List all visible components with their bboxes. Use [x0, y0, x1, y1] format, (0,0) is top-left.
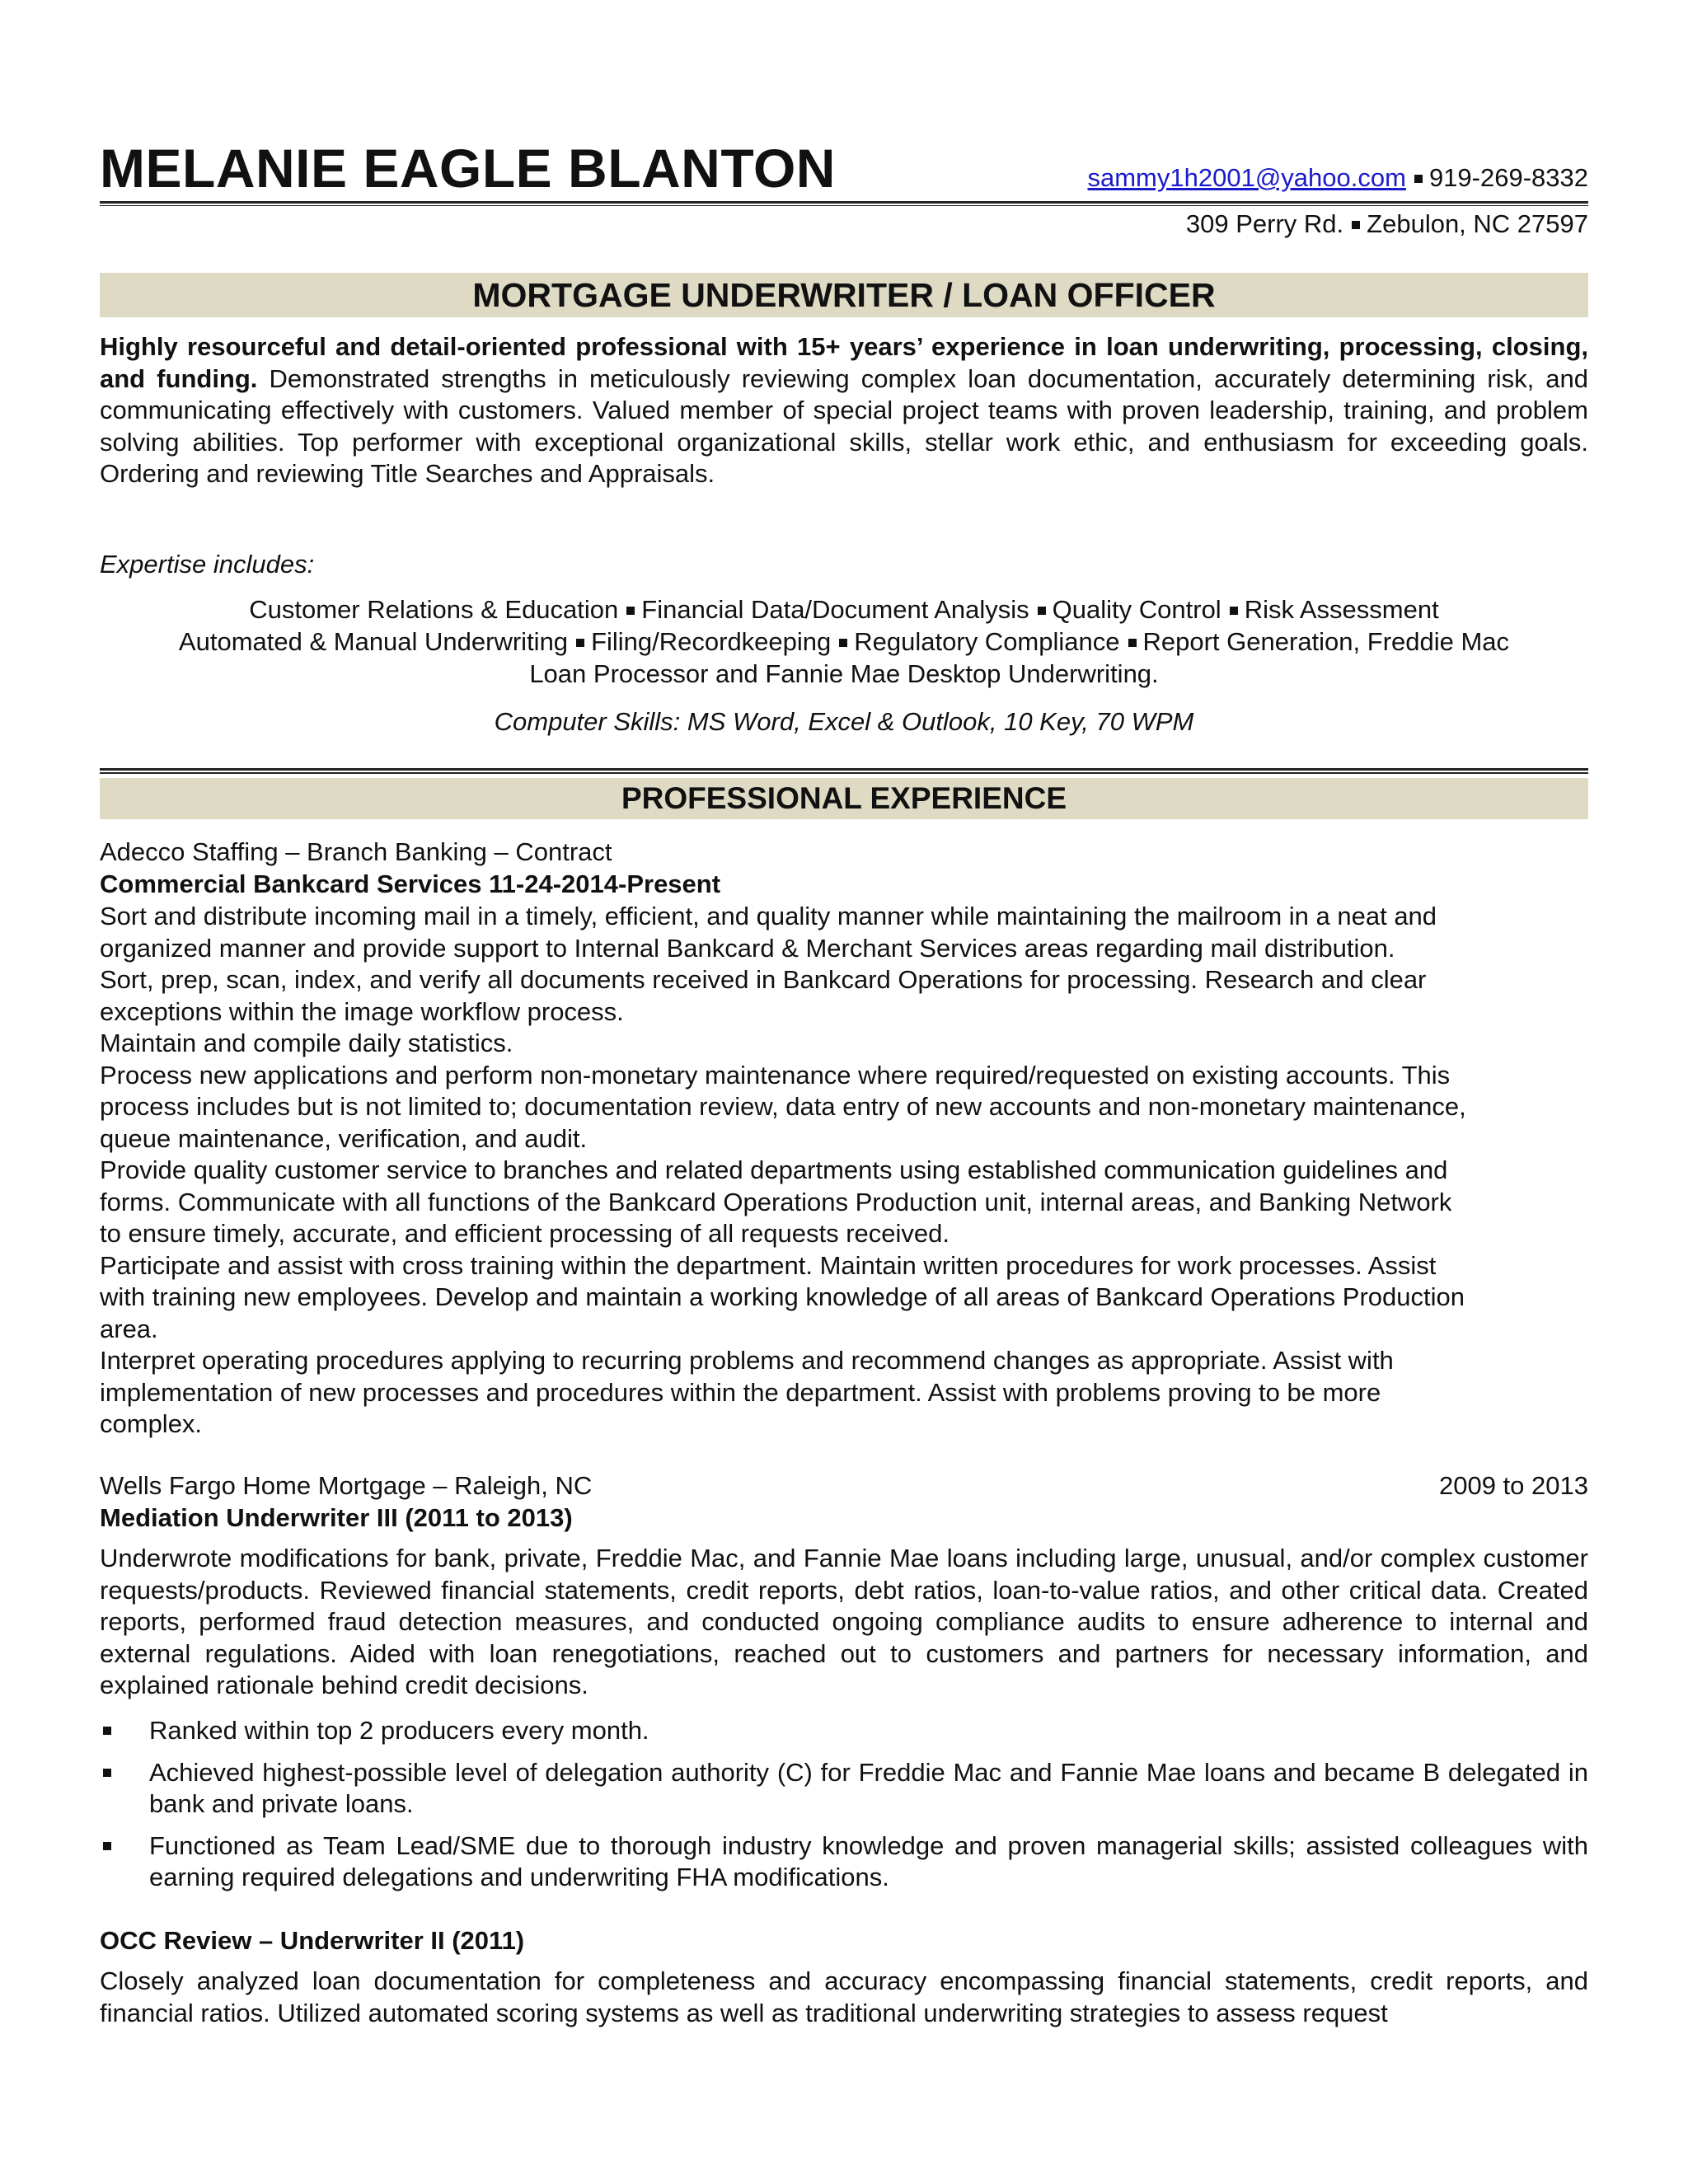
email-link[interactable]: sammy1h2001@yahoo.com: [1087, 163, 1406, 192]
expertise-line-2: [100, 626, 1588, 658]
description-line: Participate and assist with cross training within the department. Maintain written procedures for work processes. Assist: [100, 1250, 1437, 1280]
description-line: with training new employees. Develop and maintain a working knowledge of all areas of Bankcard Operations Production: [100, 1282, 1465, 1311]
description-line: implementation of new processes and procedures within the department. Assist with problems proving to be more: [100, 1377, 1381, 1407]
job2-employer: Wells Fargo Home Mortgage – Raleigh, NC: [100, 1471, 593, 1500]
city-state-zip: Zebulon, NC 27597: [1367, 209, 1588, 238]
square-bullet-icon: [1038, 607, 1046, 615]
description-line: process includes but is not limited to; documentation review, data entry of new accounts and non-monetary maintenance,: [100, 1092, 1466, 1121]
expertise-item: Report Generation, Freddie Mac: [1142, 627, 1510, 656]
description-line: complex.: [100, 1409, 203, 1438]
candidate-name: MELANIE EAGLE BLANTON: [100, 138, 836, 199]
expertise-item: Automated & Manual Underwriting: [178, 627, 569, 656]
street-address: 309 Perry Rd.: [1185, 209, 1344, 238]
expertise-item: Quality Control: [1052, 595, 1221, 624]
job1-employer: Adecco Staffing – Branch Banking – Contract: [100, 837, 612, 866]
job3-title: OCC Review – Underwriter II (2011): [100, 1926, 525, 1955]
square-bullet-icon: [1230, 607, 1238, 615]
list-item: Functioned as Team Lead/SME due to thorough industry knowledge and proven managerial skills; assisted colleagues with earning required delegations and underwriting FHA modifications.: [100, 1830, 1588, 1894]
description-line: Provide quality customer service to branches and related departments using established communication guidelines and: [100, 1155, 1448, 1184]
computer-skills: Computer Skills: MS Word, Excel & Outlook, 10 Key, 70 WPM: [494, 707, 1194, 736]
header-rule: [100, 201, 1588, 206]
expertise-line-1: [100, 594, 1588, 626]
expertise-label: Expertise includes:: [100, 550, 315, 579]
expertise-line-3: Loan Processor and Fannie Mae Desktop Underwriting.: [529, 659, 1159, 688]
description-line: queue maintenance, verification, and audit.: [100, 1123, 588, 1153]
square-bullet-icon: [103, 1842, 111, 1850]
description-line: Sort and distribute incoming mail in a timely, efficient, and quality manner while maintaining the mailroom in a neat and: [100, 902, 1437, 930]
square-bullet-icon: [839, 639, 847, 647]
job1-description: [100, 901, 1588, 1441]
expertise-item: Filing/Recordkeeping: [591, 627, 832, 656]
description-line: Maintain and compile daily statistics.: [100, 1029, 513, 1057]
description-line: Sort, prep, scan, index, and verify all documents received in Bankcard Operations for processing. Research and clear: [100, 965, 1427, 994]
title-band: MORTGAGE UNDERWRITER / LOAN OFFICER: [100, 273, 1588, 317]
expertise-item: Regulatory Compliance: [854, 627, 1120, 656]
address-line: [1186, 208, 1588, 241]
expertise-item: Customer Relations & Education: [249, 595, 619, 624]
description-line: to ensure timely, accurate, and efficient processing of all requests received.: [100, 1219, 950, 1248]
summary-lead: Highly resourceful and detail-oriented professional with 15+ years’ experience in loan underwriting, processing, closing, and funding.: [100, 332, 1588, 393]
job3-description: Closely analyzed loan documentation for completeness and accuracy encompassing financial statements, credit reports, and financial ratios. Utilized automated scoring systems as well as traditional underwriting strategies to assess request: [100, 1966, 1588, 2027]
list-item: Achieved highest-possible level of delegation authority (C) for Freddie Mac and Fannie Mae loans and became B delegated in bank and private loans.: [100, 1757, 1588, 1821]
summary-text: Demonstrated strengths in meticulously reviewing complex loan documentation, accurately determining risk, and communicating effectively with customers. Valued member of special project teams with proven leadership, training, and problem solving abilities. Top performer with exceptional organizational skills, stellar work ethic, and enthusiasm for exceeding goals. Ordering and reviewing Title Searches and Appraisals.: [100, 363, 1588, 488]
square-bullet-icon: [103, 1769, 111, 1777]
description-line: exceptions within the image workflow process.: [100, 996, 624, 1026]
description-line: Interpret operating procedures applying to recurring problems and recommend changes as appropriate. Assist with: [100, 1346, 1394, 1375]
square-bullet-icon: [1414, 175, 1423, 183]
job1-title: Commercial Bankcard Services 11-24-2014-Present: [100, 869, 721, 898]
square-bullet-icon: [1352, 221, 1360, 229]
experience-band: PROFESSIONAL EXPERIENCE: [100, 778, 1588, 819]
list-item: Ranked within top 2 producers every month.: [100, 1715, 1588, 1747]
summary-paragraph: [100, 331, 1588, 490]
square-bullet-icon: [1128, 639, 1137, 647]
section-rule: [100, 768, 1588, 774]
contact-line: [1087, 162, 1588, 194]
phone-number: 919-269-8332: [1428, 163, 1588, 192]
job2-achievements: [100, 1715, 1588, 1904]
description-line: forms. Communicate with all functions of the Bankcard Operations Production unit, internal areas, and Banking Network: [100, 1187, 1452, 1216]
job2-dates: 2009 to 2013: [1438, 1471, 1588, 1500]
expertise-item: Risk Assessment: [1244, 595, 1439, 624]
job2-description: Underwrote modifications for bank, private, Freddie Mac, and Fannie Mae loans including large, unusual, and/or complex customer requests/products. Reviewed financial statements, credit reports, debt ratios, loan-to-value ratios, and other critical data. Created reports, performed fraud detection measures, and conducted ongoing compliance audits to ensure adherence to internal and external regulations. Aided with loan renegotiations, reached out to customers and partners for necessary information, and explained rationale behind credit decisions.: [100, 1544, 1588, 1699]
square-bullet-icon: [103, 1727, 111, 1735]
expertise-item: Financial Data/Document Analysis: [641, 595, 1029, 624]
description-line: area.: [100, 1314, 158, 1343]
job2-title: Mediation Underwriter III (2011 to 2013): [100, 1503, 573, 1532]
description-line: Process new applications and perform non-monetary maintenance where required/requested on existing accounts. This: [100, 1060, 1451, 1090]
square-bullet-icon: [576, 639, 584, 647]
description-line: organized manner and provide support to Internal Bankcard & Merchant Services areas regarding mail distribution.: [100, 933, 1395, 963]
square-bullet-icon: [626, 607, 635, 615]
